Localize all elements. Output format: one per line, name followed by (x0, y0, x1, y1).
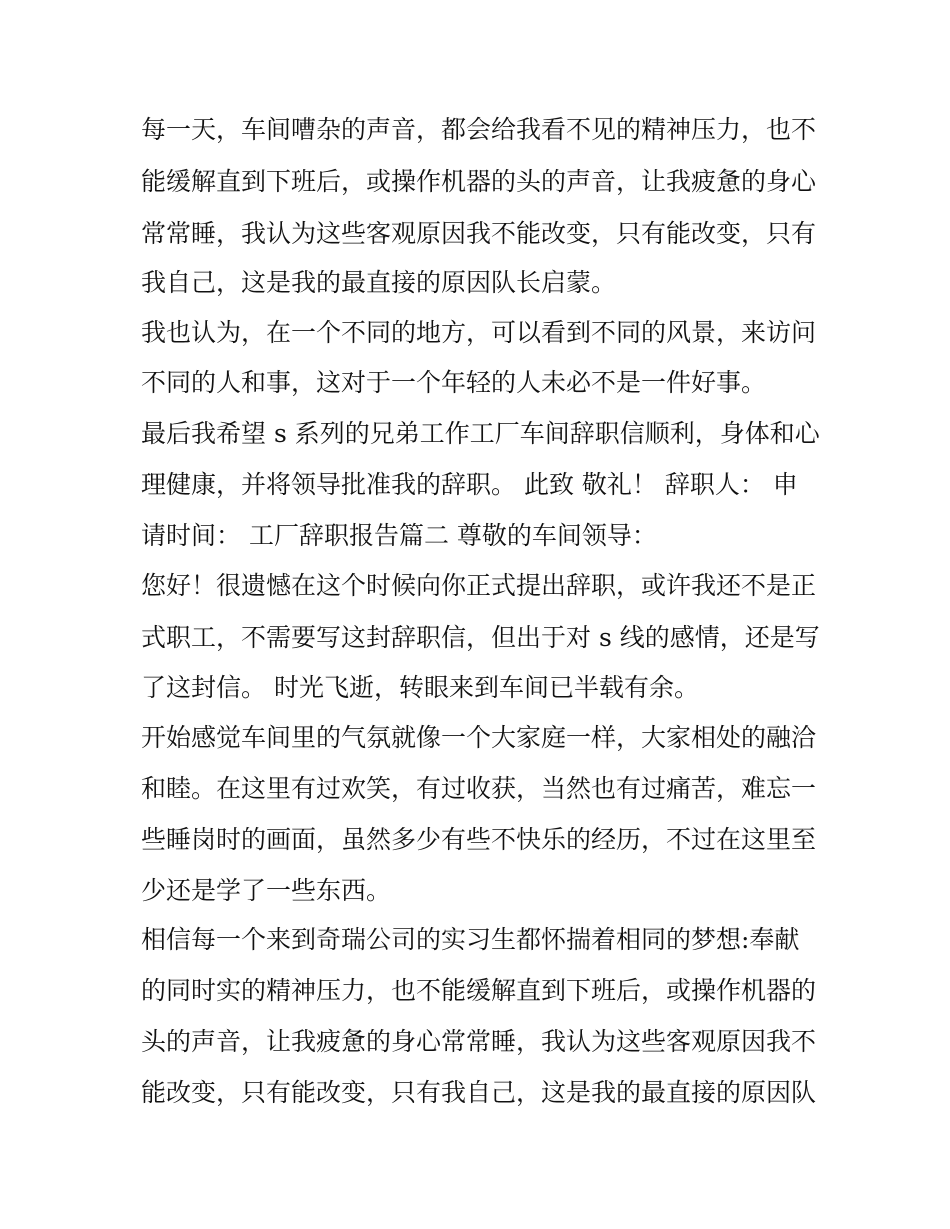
text-line: 相信每一个来到奇瑞公司的实习生都怀揣着相同的梦想:奉献 (141, 925, 800, 954)
text-line: 常常睡，我认为这些客观原因我不能改变，只有能改变，只有 (141, 219, 817, 248)
text-line: 些睡岗时的画面，虽然多少有些不快乐的经历，不过在这里至 (141, 825, 817, 854)
text-line: 了这封信。 时光飞逝，转眼来到车间已半载有余。 (141, 673, 699, 702)
text-line: 和睦。在这里有过欢笑，有过收获，当然也有过痛苦，难忘一 (141, 774, 817, 803)
text-line: 能改变，只有能改变，只有我自己，这是我的最直接的原因队 (141, 1078, 817, 1107)
text-line: 开始感觉车间里的气氛就像一个大家庭一样，大家相处的融洽 (141, 723, 817, 752)
text-line: 请时间： 工厂辞职报告篇二 尊敬的车间领导： (141, 521, 657, 550)
text-line: 理健康，并将领导批准我的辞职。 此致 敬礼！ 辞职人： 申 (141, 470, 798, 499)
text-line: 头的声音，让我疲惫的身心常常睡，我认为这些客观原因我不 (141, 1027, 817, 1056)
text-line: 式职工，不需要写这封辞职信，但出于对 s 线的感情，还是写 (141, 623, 820, 652)
text-line: 不同的人和事，这对于一个年轻的人未必不是一件好事。 (141, 368, 767, 397)
text-line: 每一天，车间嘈杂的声音，都会给我看不见的精神压力，也不 (141, 115, 817, 144)
text-line: 我也认为，在一个不同的地方，可以看到不同的风景，来访问 (141, 318, 817, 347)
text-line: 少还是学了一些东西。 (141, 876, 392, 905)
text-line: 我自己，这是我的最直接的原因队长启蒙。 (141, 268, 617, 297)
text-line: 最后我希望 s 系列的兄弟工作工厂车间辞职信顺利，身体和心 (141, 419, 820, 448)
text-line: 的同时实的精神压力，也不能缓解直到下班后，或操作机器的 (141, 976, 817, 1005)
text-line: 您好！很遗憾在这个时候向你正式提出辞职，或许我还不是正 (141, 571, 817, 600)
text-line: 能缓解直到下班后，或操作机器的头的声音，让我疲惫的身心 (141, 167, 817, 196)
